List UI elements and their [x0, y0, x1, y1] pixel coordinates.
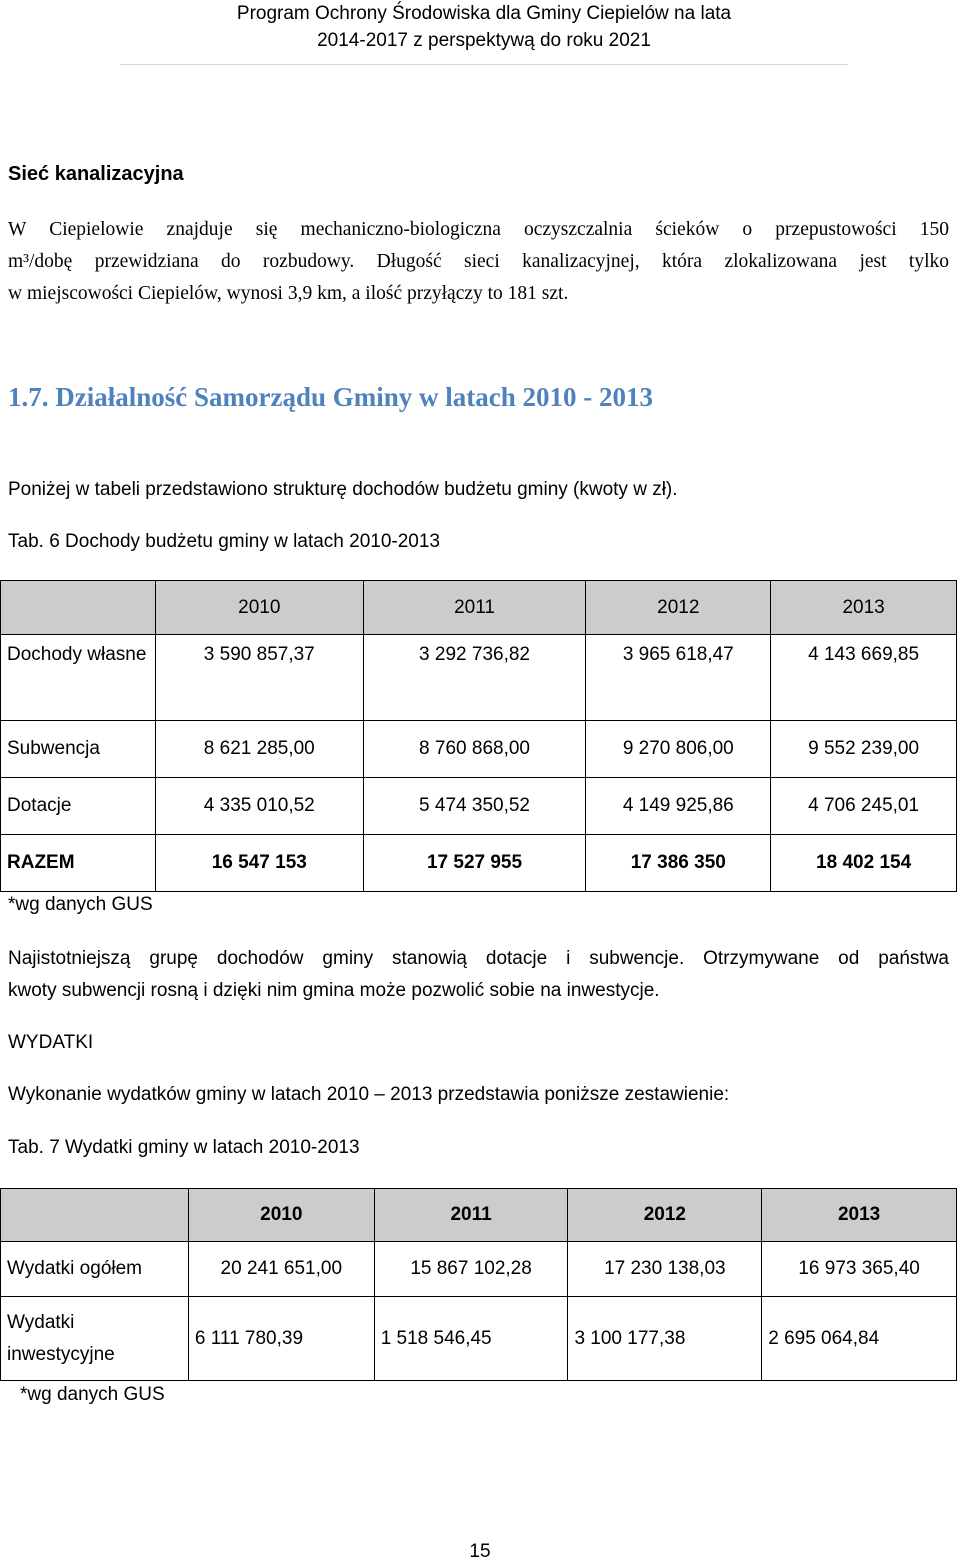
table7-source-note: *wg danych GUS	[20, 1384, 165, 1405]
table-cell: 18 402 154	[771, 835, 957, 892]
table6-source-note: *wg danych GUS	[8, 894, 153, 915]
table-total-row	[1, 835, 957, 892]
table-cell: 1 518 546,45	[374, 1297, 568, 1381]
section-heading: 1.7. Działalność Samorządu Gminy w latach 2010 - 2013	[8, 382, 653, 412]
table-row	[1, 1242, 957, 1297]
table-header-year: 2010	[155, 581, 363, 635]
income-note-line: kwoty subwencji rosną i dzięki nim gmina może pozwolić sobie na inwestycje.	[8, 980, 660, 1001]
table7-caption: Tab. 7 Wydatki gminy w latach 2010-2013	[8, 1137, 360, 1158]
table-cell: 9 270 806,00	[586, 721, 771, 778]
table-cell: 20 241 651,00	[188, 1242, 374, 1297]
row-label: RAZEM	[1, 835, 156, 892]
table-cell: 4 335 010,52	[155, 778, 363, 835]
sewer-section-title: Sieć kanalizacyjna	[8, 163, 184, 185]
table-cell: 3 590 857,37	[155, 635, 363, 721]
table-header-empty-cell	[1, 1189, 189, 1242]
table-row	[1, 721, 957, 778]
table-cell: 3 292 736,82	[363, 635, 586, 721]
table-cell: 4 149 925,86	[586, 778, 771, 835]
header-divider	[120, 64, 848, 65]
table-cell: 3 965 618,47	[586, 635, 771, 721]
sewer-paragraph-line: W Ciepielowie znajduje się mechaniczno-biologiczna oczyszczalnia ścieków o przepustowości 150	[8, 219, 949, 240]
table-cell: 2 695 064,84	[762, 1297, 957, 1381]
expenses-heading: WYDATKI	[8, 1032, 94, 1053]
header-title-line-2: 2014-2017 z perspektywą do roku 2021	[317, 30, 651, 51]
table-row	[1, 635, 957, 721]
table-header-row	[1, 581, 957, 635]
expenses-intro-text: Wykonanie wydatków gminy w latach 2010 – 2013 przedstawia poniższe zestawienie:	[8, 1084, 730, 1105]
row-label: Subwencja	[1, 721, 156, 778]
table-cell: 17 527 955	[363, 835, 586, 892]
table-cell: 16 973 365,40	[762, 1242, 957, 1297]
sewer-paragraph-line: m³/dobę przewidziana do rozbudowy. Długość sieci kanalizacyjnej, która zlokalizowana jest tylko	[8, 251, 949, 272]
table-header-year: 2013	[771, 581, 957, 635]
table-cell: 4 706 245,01	[771, 778, 957, 835]
row-label-text: Wydatki inwestycyjne	[7, 1311, 115, 1365]
table-cell: 16 547 153	[155, 835, 363, 892]
table-cell: 4 143 669,85	[771, 635, 957, 721]
table-header-year: 2013	[762, 1189, 957, 1242]
table-cell: 17 230 138,03	[568, 1242, 762, 1297]
table-header-row	[1, 1189, 957, 1242]
table-header-year: 2011	[363, 581, 586, 635]
header-title-line-1: Program Ochrony Środowiska dla Gminy Ciepielów na lata	[236, 3, 732, 24]
row-label: Dochody własne	[1, 635, 156, 721]
row-label: Dotacje	[1, 778, 156, 835]
table-header-year: 2012	[586, 581, 771, 635]
table-cell: 17 386 350	[586, 835, 771, 892]
table-header-year: 2010	[188, 1189, 374, 1242]
table-cell: 8 760 868,00	[363, 721, 586, 778]
income-intro-text: Poniżej w tabeli przedstawiono strukturę dochodów budżetu gminy (kwoty w zł).	[8, 479, 678, 500]
table-header-year: 2012	[568, 1189, 762, 1242]
expenses-table	[0, 1188, 957, 1381]
income-note-line: Najistotniejszą grupę dochodów gminy stanowią dotacje i subwencje. Otrzymywane od państwa	[8, 948, 949, 969]
table-cell: 5 474 350,52	[363, 778, 586, 835]
page-number: 15	[469, 1541, 491, 1562]
table-row	[1, 1297, 957, 1381]
table-header-empty-cell	[1, 581, 156, 635]
income-note-paragraph	[8, 943, 949, 1007]
table-cell: 3 100 177,38	[568, 1297, 762, 1381]
income-table	[0, 580, 957, 892]
sewer-paragraph-line: w miejscowości Ciepielów, wynosi 3,9 km, a ilość przyłączy to 181 szt.	[8, 283, 569, 304]
table6-caption: Tab. 6 Dochody budżetu gminy w latach 2010-2013	[8, 531, 440, 552]
table-cell: 6 111 780,39	[188, 1297, 374, 1381]
table-cell: 8 621 285,00	[155, 721, 363, 778]
table-cell: 9 552 239,00	[771, 721, 957, 778]
sewer-paragraph	[8, 214, 949, 310]
table-row	[1, 778, 957, 835]
table-header-year: 2011	[374, 1189, 568, 1242]
row-label	[1, 1297, 189, 1381]
table-cell: 15 867 102,28	[374, 1242, 568, 1297]
row-label: Wydatki ogółem	[1, 1242, 189, 1297]
